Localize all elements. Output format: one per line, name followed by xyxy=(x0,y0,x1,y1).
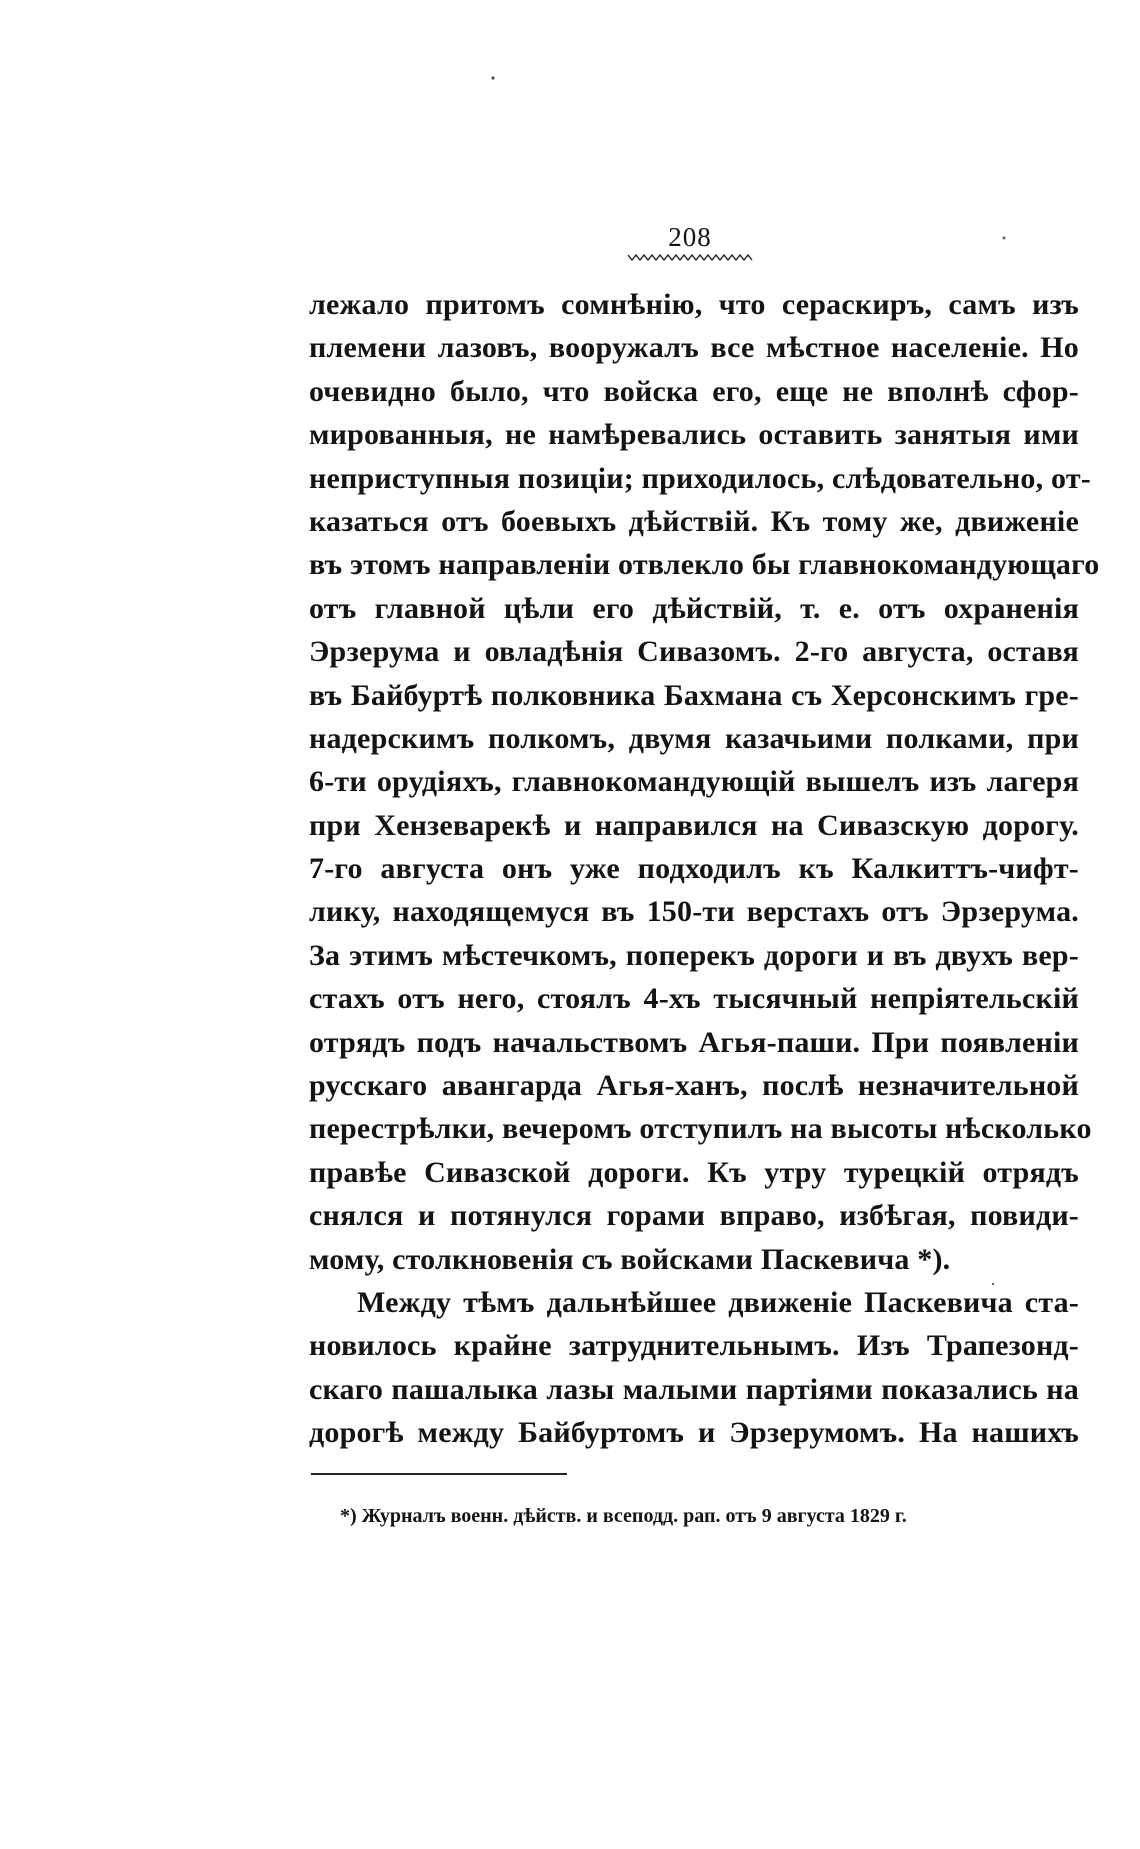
footnote: *) Журналъ военн. дѣйств. и всеподд. рап. отъ 9 августа 1829 г. xyxy=(340,1505,907,1527)
text-line: въ Байбуртѣ полковника Бахмана съ Херсонскимъ гре- xyxy=(309,678,1079,712)
text-line: перестрѣлки, вечеромъ отступилъ на высоты нѣсколько xyxy=(309,1112,1092,1146)
text-line: при Хензеварекѣ и направился на Сивазскую дорогу. xyxy=(309,808,1079,842)
text-line: снялся и потянулся горами вправо, избѣгая, повиди- xyxy=(309,1199,1079,1233)
text-line: 6-ти орудіяхъ, главнокомандующій вышелъ изъ лагеря xyxy=(309,765,1079,799)
text-line: отъ главной цѣли его дѣйствій, т. е. отъ охраненія xyxy=(309,591,1079,625)
text-line: очевидно было, что войска его, еще не вполнѣ сфор- xyxy=(309,374,1079,408)
text-line: правѣе Сивазской дороги. Къ утру турецкій отрядъ xyxy=(309,1155,1079,1189)
text-line: отрядъ подъ начальствомъ Агья-паши. При появленіи xyxy=(309,1025,1079,1059)
text-line: русскаго авангарда Агья-ханъ, послѣ незначительной xyxy=(309,1069,1079,1103)
text-line: мированныя, не намѣревались оставить занятыя ими xyxy=(309,418,1079,452)
text-line: лику, находящемуся въ 150-ти верстахъ отъ Эрзерума. xyxy=(309,895,1079,929)
text-line: стахъ отъ него, стоялъ 4-хъ тысячный непріятельскій xyxy=(309,982,1079,1016)
text-line: неприступныя позиціи; приходилось, слѣдовательно, от- xyxy=(309,461,1091,495)
text-line: дорогѣ между Байбуртомъ и Эрзерумомъ. На нашихъ xyxy=(309,1416,1079,1450)
text-line: племени лазовъ, вооружалъ все мѣстное населеніе. Но xyxy=(309,331,1079,365)
text-line: казаться отъ боевыхъ дѣйствій. Къ тому же, движеніе xyxy=(309,504,1079,538)
text-line: 7-го августа онъ уже подходилъ къ Калкиттъ-чифт- xyxy=(309,852,1079,886)
text-line: мому, столкновенія съ войсками Паскевича *). xyxy=(309,1242,951,1276)
text-line: надерскимъ полкомъ, двумя казачьими полками, при xyxy=(309,721,1079,755)
footnote-divider xyxy=(311,1473,567,1475)
text-line: Эрзерума и овладѣнія Сивазомъ. 2-го августа, оставя xyxy=(309,635,1079,669)
wavy-rule-ornament xyxy=(627,252,753,262)
page-number: 208 xyxy=(668,222,712,252)
text-line: новилось крайне затруднительнымъ. Изъ Трапезонд- xyxy=(309,1329,1079,1363)
text-line: въ этомъ направленіи отвлекло бы главнокомандующаго xyxy=(309,548,1100,582)
text-line: скаго пашалыка лазы малыми партіями показались на xyxy=(309,1372,1079,1406)
paragraph-first-line: Между тѣмъ дальнѣйшее движеніе Паскевича ста- xyxy=(357,1285,1079,1319)
page-header xyxy=(620,222,760,262)
text-line: За этимъ мѣстечкомъ, поперекъ дороги и въ двухъ вер- xyxy=(309,938,1079,972)
main-text xyxy=(309,283,1100,1455)
text-line: лежало притомъ сомнѣнію, что сераскиръ, самъ изъ xyxy=(309,288,1079,321)
